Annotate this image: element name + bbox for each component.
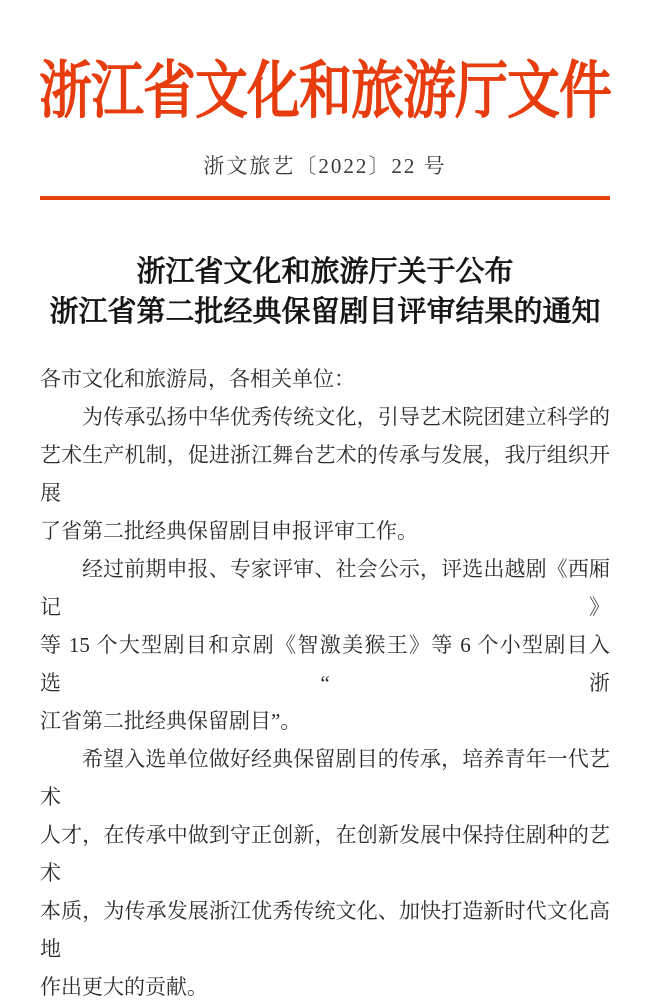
document-page [0,56,650,999]
document-title-line2: 浙江省第二批经典保留剧目评审结果的通知 [49,296,601,328]
agency-letterhead-title: 浙江省文化和旅游厅文件 [39,57,611,127]
body-line: 作出更大的贡献。 [40,975,208,999]
document-number: 浙文旅艺〔2022〕22 号 [203,154,447,178]
body-line: 本质，为传承发展浙江优秀传统文化、加快打造新时代文化高地 [40,899,610,961]
body-line: 希望入选单位做好经典保留剧目的传承，培养青年一代艺术 [40,747,610,809]
document-title-line1: 浙江省文化和旅游厅关于公布 [136,256,514,288]
document-body [40,360,610,1006]
red-divider-rule [40,196,610,200]
body-line: 了省第二批经典保留剧目申报评审工作。 [40,519,418,543]
body-line: 经过前期申报、专家评审、社会公示，评选出越剧《西厢记》 [40,557,610,619]
body-line: 人才，在传承中做到守正创新，在创新发展中保持住剧种的艺术 [40,823,610,885]
body-line: 江省第二批经典保留剧目”。 [40,709,302,733]
body-line: 艺术生产机制，促进浙江舞台艺术的传承与发展，我厅组织开展 [40,443,610,505]
document-title [20,252,630,332]
body-line: 为传承弘扬中华优秀传统文化，引导艺术院团建立科学的 [82,405,610,429]
body-line: 等 15 个大型剧目和京剧《智激美猴王》等 6 个小型剧目入选“浙 [40,633,610,695]
salutation-line: 各市文化和旅游局，各相关单位： [40,367,355,391]
